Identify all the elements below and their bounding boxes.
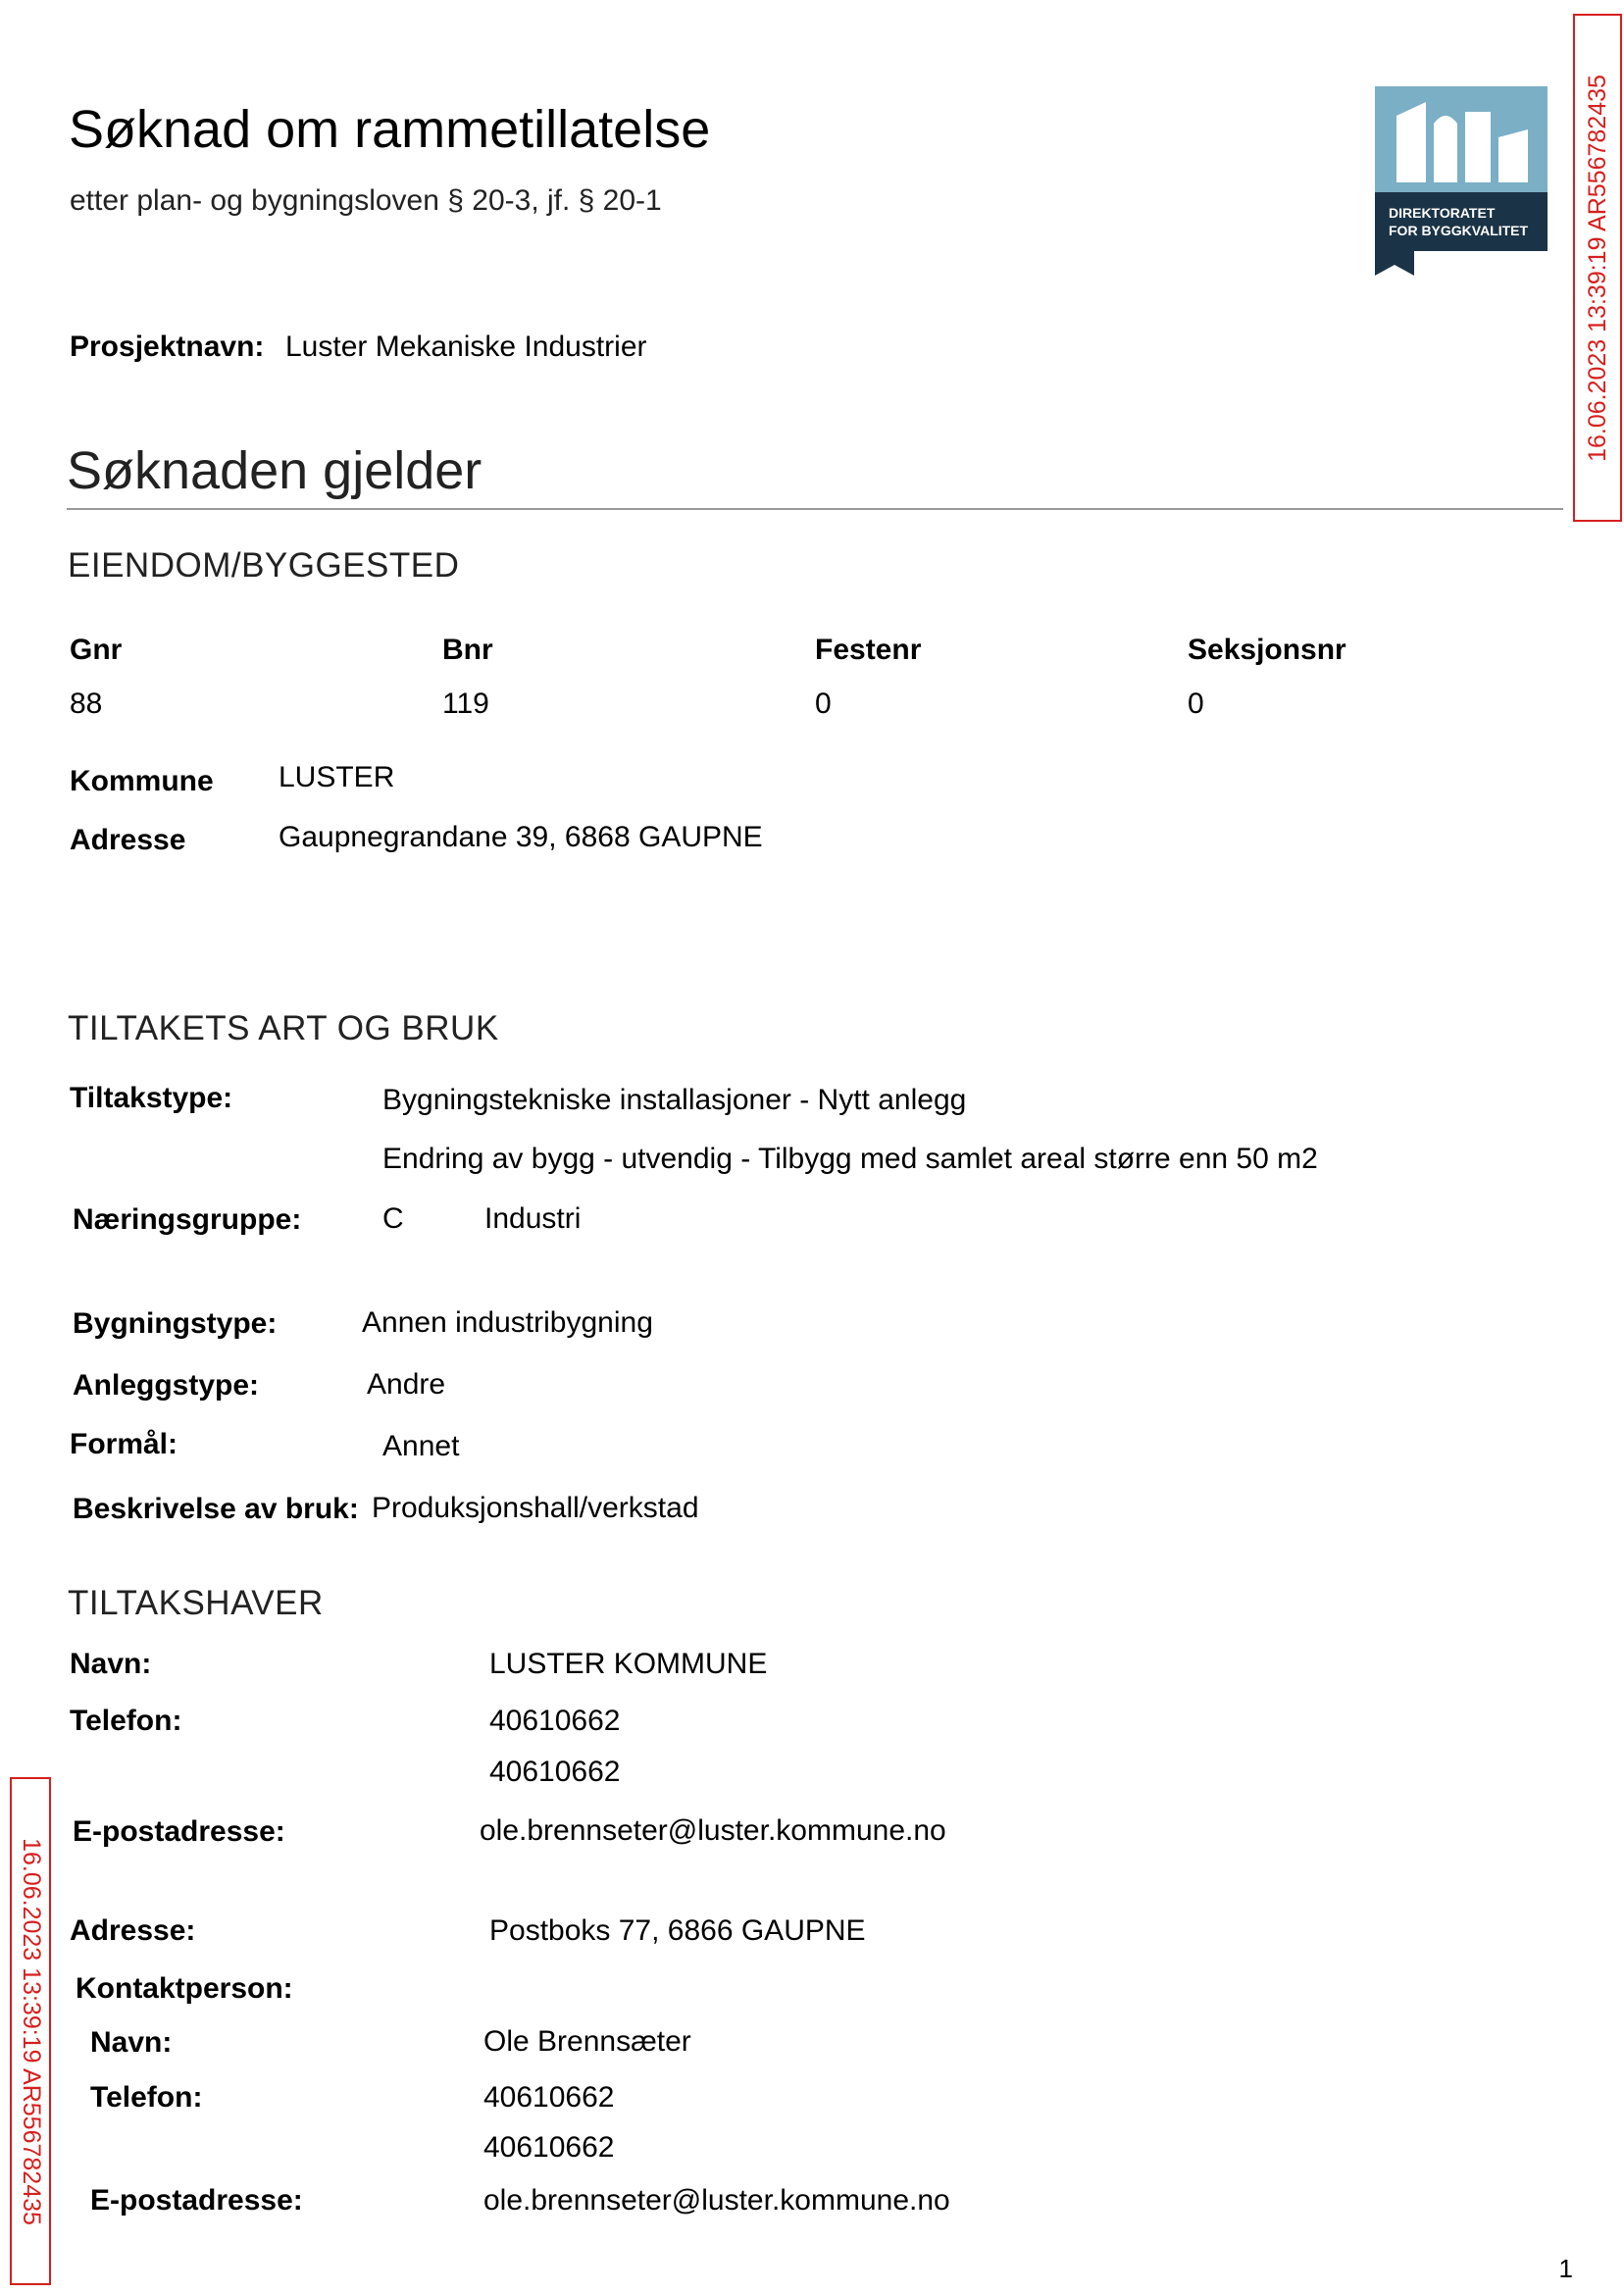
festenr-value: 0 — [815, 688, 832, 720]
kommune-label: Kommune — [70, 765, 214, 797]
telefon-value-2: 40610662 — [489, 1756, 621, 1788]
anleggstype-label: Anleggstype: — [73, 1369, 260, 1402]
logo-line-1: DIREKTORATET — [1389, 205, 1496, 221]
tiltakstype-value-1: Bygningstekniske installasjoner - Nytt anlegg — [382, 1084, 967, 1116]
naeringsgruppe-label: Næringsgruppe: — [73, 1203, 302, 1236]
bruk-value: Produksjonshall/verkstad — [372, 1492, 699, 1524]
telefon-label: Telefon: — [70, 1705, 182, 1737]
stamp-text: 16.06.2023 13:39:19 AR556782435 — [17, 1837, 45, 2225]
gnr-label: Gnr — [70, 634, 123, 666]
seksjonsnr-label: Seksjonsnr — [1188, 634, 1346, 666]
bnr-value: 119 — [442, 688, 489, 720]
tiltak-heading: TILTAKETS ART OG BRUK — [68, 1009, 499, 1047]
property-heading: EIENDOM/BYGGESTED — [68, 546, 460, 585]
gnr-value: 88 — [70, 688, 103, 720]
formal-value: Annet — [382, 1430, 460, 1462]
kontaktperson-label: Kontaktperson: — [76, 1972, 293, 2005]
kontakt-telefon-label: Telefon: — [90, 2081, 203, 2114]
bruk-label: Beskrivelse av bruk: — [73, 1493, 359, 1525]
seksjonsnr-value: 0 — [1188, 688, 1204, 720]
bygningstype-label: Bygningstype: — [73, 1307, 278, 1340]
logo-line-2: FOR BYGGKVALITET — [1389, 223, 1529, 238]
naeringsgruppe-code: C — [382, 1202, 404, 1235]
page-title: Søknad om rammetillatelse — [69, 100, 711, 159]
tiltakstype-label: Tiltakstype: — [70, 1082, 233, 1114]
page-subtitle: etter plan- og bygningsloven § 20-3, jf. § 20-1 — [70, 184, 662, 217]
section-title: Søknaden gjelder — [67, 441, 482, 500]
festenr-label: Festenr — [815, 634, 922, 666]
adresse-label: Adresse — [70, 824, 186, 856]
kommune-value: LUSTER — [279, 761, 395, 793]
project-value: Luster Mekaniske Industrier — [285, 331, 647, 363]
formal-label: Formål: — [70, 1428, 178, 1460]
naeringsgruppe-value: Industri — [484, 1202, 582, 1235]
adresse-value: Gaupnegrandane 39, 6868 GAUPNE — [279, 821, 763, 853]
receipt-stamp-top — [1573, 14, 1622, 522]
kontakt-navn-value: Ole Brennsæter — [483, 2025, 691, 2058]
tiltakshaver-adresse-label: Adresse: — [70, 1914, 196, 1947]
anleggstype-value: Andre — [367, 1368, 446, 1401]
tiltakstype-value-2: Endring av bygg - utvendig - Tilbygg med samlet areal større enn 50 m2 — [382, 1143, 1318, 1175]
epost-value: ole.brennseter@luster.kommune.no — [480, 1814, 946, 1847]
section-divider — [67, 508, 1563, 510]
bnr-label: Bnr — [442, 634, 493, 666]
receipt-stamp-left — [10, 1777, 51, 2285]
kontakt-epost-value: ole.brennseter@luster.kommune.no — [483, 2184, 950, 2217]
page-number: 1 — [1558, 2254, 1573, 2283]
bygningstype-value: Annen industribygning — [362, 1306, 653, 1339]
stamp-text: 16.06.2023 13:39:19 AR556782435 — [1583, 74, 1611, 462]
building-logo-icon — [1375, 86, 1548, 276]
kontakt-navn-label: Navn: — [90, 2026, 173, 2059]
project-label: Prosjektnavn: — [70, 331, 265, 363]
tiltakshaver-adresse-value: Postboks 77, 6866 GAUPNE — [489, 1914, 866, 1947]
kontakt-epost-label: E-postadresse: — [90, 2184, 303, 2217]
kontakt-telefon-value-1: 40610662 — [483, 2081, 615, 2114]
navn-value: LUSTER KOMMUNE — [489, 1648, 768, 1680]
tiltakshaver-heading: TILTAKSHAVER — [68, 1584, 324, 1622]
telefon-value-1: 40610662 — [489, 1705, 621, 1737]
kontakt-telefon-value-2: 40610662 — [483, 2131, 615, 2164]
dibk-logo — [1375, 86, 1548, 276]
epost-label: E-postadresse: — [73, 1815, 285, 1848]
navn-label: Navn: — [70, 1648, 152, 1680]
